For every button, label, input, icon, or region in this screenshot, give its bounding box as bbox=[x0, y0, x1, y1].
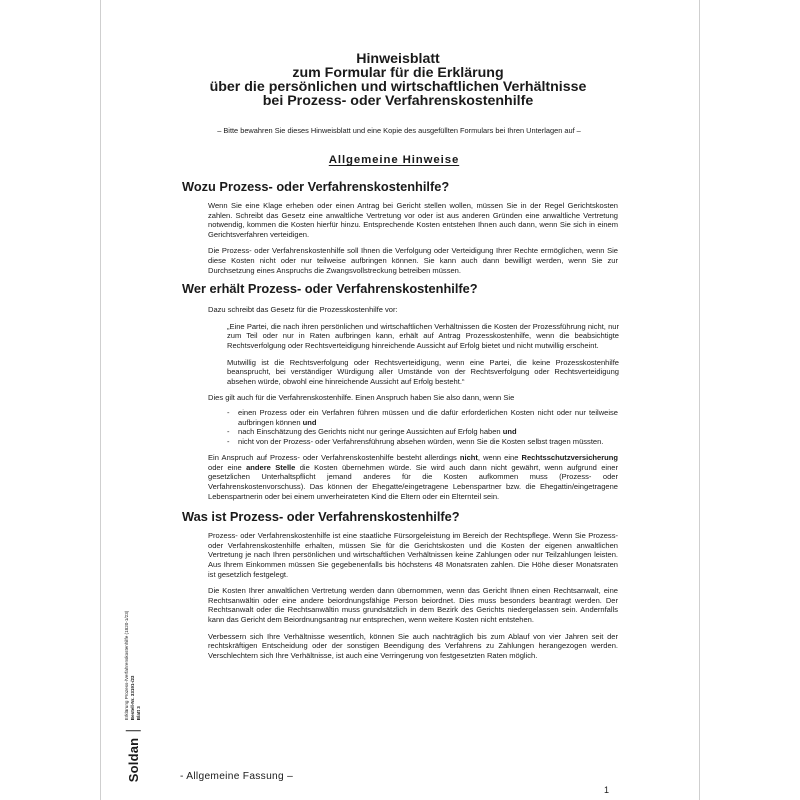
publisher-logo: Soldan bbox=[125, 730, 140, 782]
title-line-1: Hinweisblatt bbox=[356, 51, 440, 67]
publisher-margin bbox=[108, 562, 142, 782]
paragraph: Verbessern sich Ihre Verhältnisse wesentlich, können Sie auch nachträglich bis zum Ablauf von vier Jahren seit der rechtskräftigen Entscheidung oder der sonstigen Beendigung des Verfahrens zu Zahlungen herangezogen werden. Verschlechtern sich Ihre Verhältnisse, ist auch eine Verringerung von festgesetzten Raten möglich. bbox=[208, 631, 618, 660]
list-item: - einen Prozess oder ein Verfahren führen müssen und die dafür erforderlichen Kosten nicht oder nur teilweise aufbringen können und bbox=[227, 408, 618, 427]
edition-label: - Allgemeine Fassung – bbox=[180, 771, 294, 782]
conditions-list bbox=[227, 408, 618, 446]
paragraph: Ein Anspruch auf Prozess- oder Verfahrenskostenhilfe besteht allerdings nicht, wenn eine Rechtsschutzversicherung oder eine andere Stelle die Kosten übernehmen würde. Sie wird auch dann nicht gewährt, wenn aufgrund einer gesetzlichen Unterhaltspflicht jemand anderes für die Kosten aufkommen muss (Prozess- oder Verfahrenskostenvorschuss). Das können der Ehegatte/eingetragene Lebenspartner bzw. die Ehegattin/eingetragene Lebenspartnerin oder bei einem unverheirateten Kind die Eltern oder ein Elternteil sein. bbox=[208, 453, 618, 501]
section-body-eligibility bbox=[208, 305, 618, 501]
form-reference bbox=[124, 610, 142, 720]
form-title-note: Erklärung Prozess-/Verfahrenskostenhilfe (1820-1/23) bbox=[123, 610, 129, 720]
section-heading-purpose: Wozu Prozess- oder Verfahrenskostenhilfe? bbox=[182, 179, 450, 194]
paragraph: Die Kosten Ihrer anwaltlichen Vertretung werden dann übernommen, wenn das Gericht Ihnen einen Rechtsanwalt, eine Rechtsanwältin oder eine andere beiordnungsfähige Person beiordnet. Dies muss besonders beantragt werden. Der Rechtsanwalt oder die Rechtsanwältin muss grundsätzlich in dem Bezirk des Gerichts niedergelassen sein. Andernfalls kann das Gericht dem Beiordnungsantrag nur entsprechen, wenn weitere Kosten nicht entstehen. bbox=[208, 586, 618, 624]
document-content bbox=[170, 52, 618, 660]
title-line-3: über die persönlichen und wirtschaftlichen Verhältnisse bbox=[209, 79, 587, 95]
paragraph: Die Prozess- oder Verfahrenskostenhilfe soll Ihnen die Verfolgung oder Verteidigung Ihrer Rechte ermöglichen, wenn Sie diese Kosten nicht oder nur teilweise aufbringen können. Sie kann auch dann bewilligt werden, wenn Sie zur Durchsetzung eines Anspruchs die Zwangsvollstreckung betreiben müssen. bbox=[208, 246, 618, 275]
list-item: - nach Einschätzung des Gerichts nicht nur geringe Aussichten auf Erfolg haben und bbox=[227, 427, 618, 437]
title-line-2: zum Formular für die Erklärung bbox=[292, 65, 504, 81]
order-number: Bestell-Nr. 33191-/23 bbox=[129, 675, 135, 720]
law-quote bbox=[227, 322, 619, 387]
paragraph: Prozess- oder Verfahrenskostenhilfe ist eine staatliche Fürsorgeleistung im Bereich der Rechtspflege. Wenn Sie Prozess- oder Verfahrenskostenhilfe erhalten, müssen Sie für die Gerichtskosten und die Kosten der eigenen anwaltlichen Vertretung je nach Ihren persönlichen und wirtschaftlichen Verhältnissen keine Zahlungen oder nur Teilzahlungen leisten. Aus Ihrem Einkommen müssen Sie gegebenenfalls bis höchstens 48 Monatsraten zahlen. Die Höhe dieser Monatsraten ist gesetzlich festgelegt. bbox=[208, 531, 618, 579]
sheet-number: Blatt 3 bbox=[135, 705, 141, 720]
general-notes-heading: Allgemeine Hinweise bbox=[328, 154, 460, 166]
section-body-purpose bbox=[208, 201, 618, 275]
document-title bbox=[178, 52, 618, 108]
title-line-4: bei Prozess- oder Verfahrenskostenhilfe bbox=[262, 93, 534, 109]
list-item: - nicht von der Prozess- oder Verfahrensführung absehen würden, wenn Sie die Kosten selbst tragen müssten. bbox=[227, 437, 618, 447]
section-body-definition bbox=[208, 531, 618, 660]
page-number: 1 bbox=[604, 785, 610, 795]
section-heading-definition: Was ist Prozess- oder Verfahrenskostenhilfe? bbox=[182, 509, 460, 525]
quote-paragraph: Mutwillig ist die Rechtsverfolgung oder Rechtsverteidigung, wenn eine Partei, die keine Prozesskostenhilfe beansprucht, bei verständiger Würdigung aller Umstände von der Rechtsverfolgung oder Rechtsverteidigung absehen würde, obwohl eine hinreichende Aussicht auf Erfolg besteht.“ bbox=[227, 357, 619, 386]
paragraph: Wenn Sie eine Klage erheben oder einen Antrag bei Gericht stellen wollen, müssen Sie in der Regel Gerichtskosten zahlen. Schreibt das Gesetz eine anwaltliche Vertretung vor oder ist aus anderen Gründen eine anwaltliche Vertretung notwendig, kommen die Kosten hierfür hinzu. Entsprechende Kosten entstehen Ihnen auch dann, wenn Sie sich in einem Gerichtsverfahren verteidigen. bbox=[208, 201, 618, 239]
paragraph: Dazu schreibt das Gesetz für die Prozesskostenhilfe vor: bbox=[208, 305, 398, 315]
keep-copy-note: – Bitte bewahren Sie dieses Hinweisblatt und eine Kopie des ausgefüllten Formulars bei Ihren Unterlagen auf – bbox=[217, 126, 581, 135]
paragraph: Dies gilt auch für die Verfahrenskostenhilfe. Einen Anspruch haben Sie also dann, wenn Sie bbox=[208, 393, 515, 403]
quote-paragraph: „Eine Partei, die nach ihren persönlichen und wirtschaftlichen Verhältnissen die Kosten der Prozessführung nicht, nur zum Teil oder nur in Raten aufbringen kann, erhält auf Antrag Prozesskostenhilfe, wenn die beabsichtigte Rechtsverfolgung oder Rechtsverteidigung hinreichende Aussicht auf Erfolg bietet und nicht mutwillig erscheint. bbox=[227, 321, 619, 350]
section-heading-eligibility: Wer erhält Prozess- oder Verfahrenskostenhilfe? bbox=[182, 281, 478, 297]
